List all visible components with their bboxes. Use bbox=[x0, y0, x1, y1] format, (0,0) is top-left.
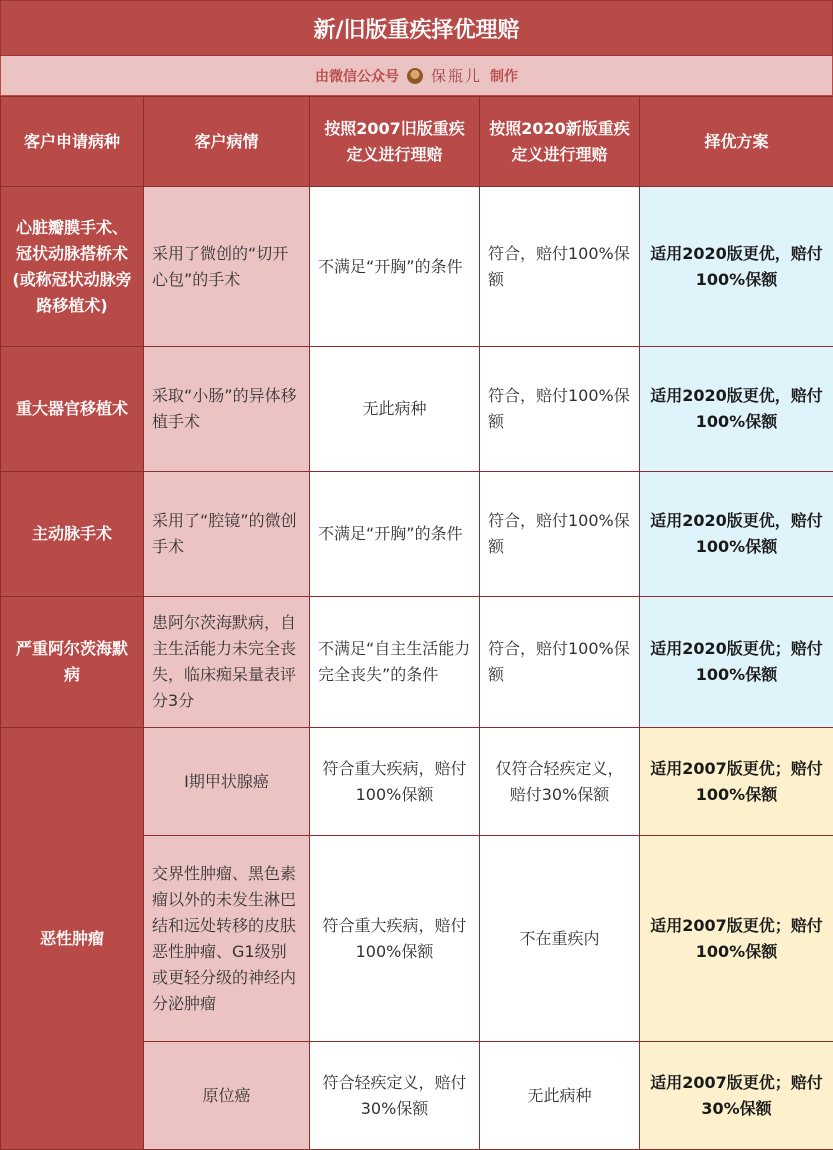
credit-bar bbox=[0, 56, 833, 96]
plan-cell: 适用2007版更优；赔付30%保额 bbox=[640, 1042, 833, 1150]
page-title: 新/旧版重疾择优理赔 bbox=[0, 0, 833, 56]
table-header-row bbox=[1, 97, 833, 187]
old-claim-cell: 不满足“开胸”的条件 bbox=[310, 472, 480, 597]
credit-brand: 保瓶儿 bbox=[431, 65, 482, 86]
brand-logo-icon bbox=[407, 68, 423, 84]
disease-cell: 心脏瓣膜手术、冠状动脉搭桥术(或称冠状动脉旁路移植术) bbox=[1, 187, 144, 347]
credit-suffix: 制作 bbox=[490, 66, 518, 86]
old-claim-cell: 符合轻疾定义，赔付30%保额 bbox=[310, 1042, 480, 1150]
plan-cell: 适用2007版更优；赔付100%保额 bbox=[640, 836, 833, 1042]
header-new-2020: 按照2020新版重疾定义进行理赔 bbox=[480, 97, 640, 187]
new-claim-cell: 不在重疾内 bbox=[480, 836, 640, 1042]
condition-cell: 原位癌 bbox=[144, 1042, 310, 1150]
header-old-2007: 按照2007旧版重疾定义进行理赔 bbox=[310, 97, 480, 187]
old-claim-cell: 无此病种 bbox=[310, 347, 480, 472]
old-claim-cell: 符合重大疾病，赔付100%保额 bbox=[310, 836, 480, 1042]
plan-cell: 适用2020版更优；赔付100%保额 bbox=[640, 597, 833, 728]
condition-cell: 采取“小肠”的异体移植手术 bbox=[144, 347, 310, 472]
plan-cell: 适用2007版更优；赔付100%保额 bbox=[640, 728, 833, 836]
condition-cell: 采用了微创的“切开心包”的手术 bbox=[144, 187, 310, 347]
condition-cell: 采用了“腔镜”的微创手术 bbox=[144, 472, 310, 597]
new-claim-cell: 符合，赔付100%保额 bbox=[480, 472, 640, 597]
new-claim-cell: 符合，赔付100%保额 bbox=[480, 347, 640, 472]
new-claim-cell: 无此病种 bbox=[480, 1042, 640, 1150]
comparison-table bbox=[0, 96, 833, 1150]
table-row bbox=[1, 472, 833, 597]
table-row bbox=[1, 728, 833, 836]
disease-cell: 重大器官移植术 bbox=[1, 347, 144, 472]
header-plan: 择优方案 bbox=[640, 97, 833, 187]
table-row bbox=[1, 187, 833, 347]
disease-cell: 主动脉手术 bbox=[1, 472, 144, 597]
plan-cell: 适用2020版更优，赔付100%保额 bbox=[640, 187, 833, 347]
condition-cell: 患阿尔茨海默病，自主生活能力未完全丧失，临床痴呆量表评分3分 bbox=[144, 597, 310, 728]
plan-cell: 适用2020版更优，赔付100%保额 bbox=[640, 472, 833, 597]
table-row bbox=[1, 597, 833, 728]
new-claim-cell: 符合，赔付100%保额 bbox=[480, 597, 640, 728]
condition-cell: 交界性肿瘤、黑色素瘤以外的未发生淋巴结和远处转移的皮肤恶性肿瘤、G1级别或更轻分级的神经内分泌肿瘤 bbox=[144, 836, 310, 1042]
old-claim-cell: 不满足“开胸”的条件 bbox=[310, 187, 480, 347]
credit-prefix: 由微信公众号 bbox=[315, 66, 399, 86]
disease-cell-tumor: 恶性肿瘤 bbox=[1, 728, 144, 1150]
new-claim-cell: 仅符合轻疾定义，赔付30%保额 bbox=[480, 728, 640, 836]
old-claim-cell: 不满足“自主生活能力完全丧失”的条件 bbox=[310, 597, 480, 728]
new-claim-cell: 符合，赔付100%保额 bbox=[480, 187, 640, 347]
header-condition: 客户病情 bbox=[144, 97, 310, 187]
header-disease: 客户申请病种 bbox=[1, 97, 144, 187]
plan-cell: 适用2020版更优，赔付100%保额 bbox=[640, 347, 833, 472]
table-row bbox=[1, 347, 833, 472]
old-claim-cell: 符合重大疾病，赔付100%保额 bbox=[310, 728, 480, 836]
disease-cell: 严重阿尔茨海默病 bbox=[1, 597, 144, 728]
condition-cell: Ⅰ期甲状腺癌 bbox=[144, 728, 310, 836]
